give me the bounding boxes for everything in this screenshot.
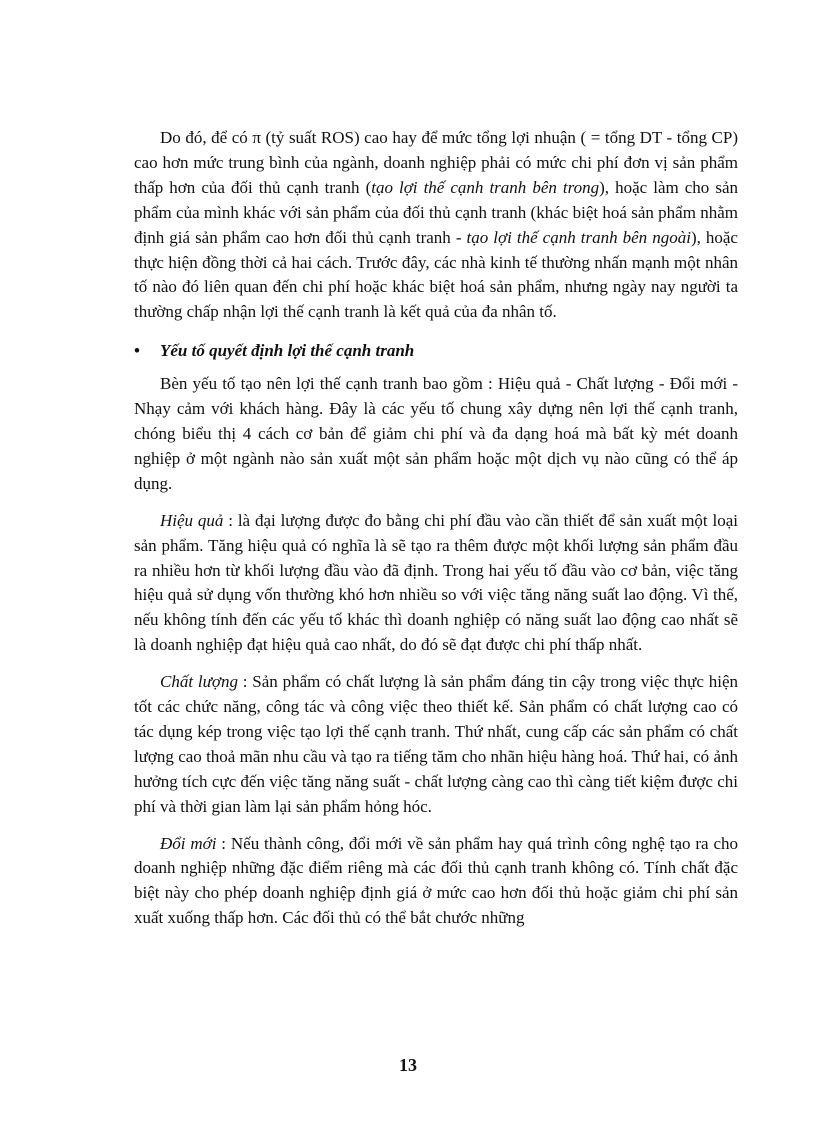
bullet-icon: • xyxy=(134,341,140,361)
paragraph1-text-a: Do đó, để có π (tỷ suất ROS) cao hay để mức tổng lợi nhuận ( = tổng DT - tổng CP) cao hơn mức trung bình của ngành, doanh nghiệp phải có mức chi phí đơn vị sản phẩm thấp hơn của đối thủ cạnh tranh ( xyxy=(134,128,738,197)
term-innovation: Đổi mới xyxy=(160,833,217,853)
page-number: 13 xyxy=(399,1055,417,1075)
paragraph-efficiency xyxy=(134,509,738,658)
section-heading-text: Yếu tố quyết định lợi thế cạnh tranh xyxy=(160,341,415,361)
paragraph1-text-c: ), hoặc thực hiện đồng thời cả hai cách. Trước đây, các nhà kinh tế thường nhấn mạnh một nhân tố nào đó liên quan đến chi phí hoặc khác biệt hoá sản phẩm, nhưng ngày nay người ta thường chấp nhận lợi thế cạnh tranh là kết quả của đa nhân tố. xyxy=(134,227,738,322)
paragraph-innovation xyxy=(134,832,738,932)
paragraph-innovation-text: : Nếu thành công, đổi mới về sản phẩm hay quá trình công nghệ tạo ra cho doanh nghiệp những đặc điểm riêng mà các đối thủ cạnh tranh không có. Tính chất đặc biệt này cho phép doanh nghiệp định giá ở mức cao hơn đối thủ hoặc giảm chi phí sản xuất xuống thấp hơn. Các đối thủ có thể bắt chước những xyxy=(134,833,738,928)
body-text xyxy=(134,126,738,931)
term-efficiency: Hiệu quả xyxy=(160,510,224,530)
paragraph-four-factors: Bèn yếu tố tạo nên lợi thế cạnh tranh bao gồm : Hiệu quả - Chất lượng - Đổi mới - Nhạy cảm với khách hàng. Đây là các yếu tố chung xây dựng nên lợi thế cạnh tranh, chóng biểu thị 4 cách cơ bản để giảm chi phí và đa dạng hoá mà bất kỳ mét doanh nghiệp ở một ngành nào sản xuất một sản phẩm hoặc một dịch vụ nào cũng có thể áp dụng. xyxy=(134,374,738,493)
paragraph-competitive-advantage-intro xyxy=(134,126,738,325)
paragraph1-text-b: ), hoặc làm cho sản phẩm của mình khác với sản phẩm của đối thủ cạnh tranh (khác biệt hoá sản phẩm nhằm định giá sản phẩm cao hơn đối thủ cạnh tranh - xyxy=(134,177,738,247)
term-quality: Chất lượng xyxy=(160,672,238,692)
paragraph-efficiency-text: : là đại lượng được đo bằng chi phí đầu vào cần thiết để sản xuất một loại sản phẩm. Tăng hiệu quả có nghĩa là sẽ tạo ra thêm được một khối lượng sản phẩm đầu ra nhiều hơn từ khối lượng đầu vào đã định. Trong hai yếu tố đầu vào cơ bản, việc tăng hiệu quả sử dụng vốn thường khó hơn nhiều so với việc tăng năng suất lao động. Vì thế, nếu không tính đến các yếu tố khác thì doanh nghiệp có năng suất lao động cao nhất sẽ là doanh nghiệp đạt hiệu quả cao nhất, do đó sẽ đạt được chi phí thấp nhất. xyxy=(134,510,738,655)
paragraph1-italic-external-advantage: tạo lợi thế cạnh tranh bên ngoài xyxy=(466,227,691,247)
paragraph-quality-text: : Sản phẩm có chất lượng là sản phẩm đáng tin cậy trong việc thực hiện tốt các chức năng, công tác và công việc theo thiết kế. Sản phẩm có chất lượng cao có tác dụng kép trong việc tạo lợi thế cạnh tranh. Thứ nhất, cung cấp các sản phẩm có chất lượng cao thoả mãn nhu cầu và tạo ra tiếng tăm cho nhãn hiệu hàng hoá. Thứ hai, có ảnh hưởng tích cực đến việc tăng năng suất - chất lượng càng cao thì càng tiết kiệm được chi phí và thời gian làm lại sản phẩm hỏng hóc. xyxy=(134,672,738,816)
paragraph-quality xyxy=(134,670,738,819)
paragraph1-italic-internal-advantage: tạo lợi thế cạnh tranh bên trong xyxy=(371,177,600,197)
section-heading xyxy=(134,339,738,364)
